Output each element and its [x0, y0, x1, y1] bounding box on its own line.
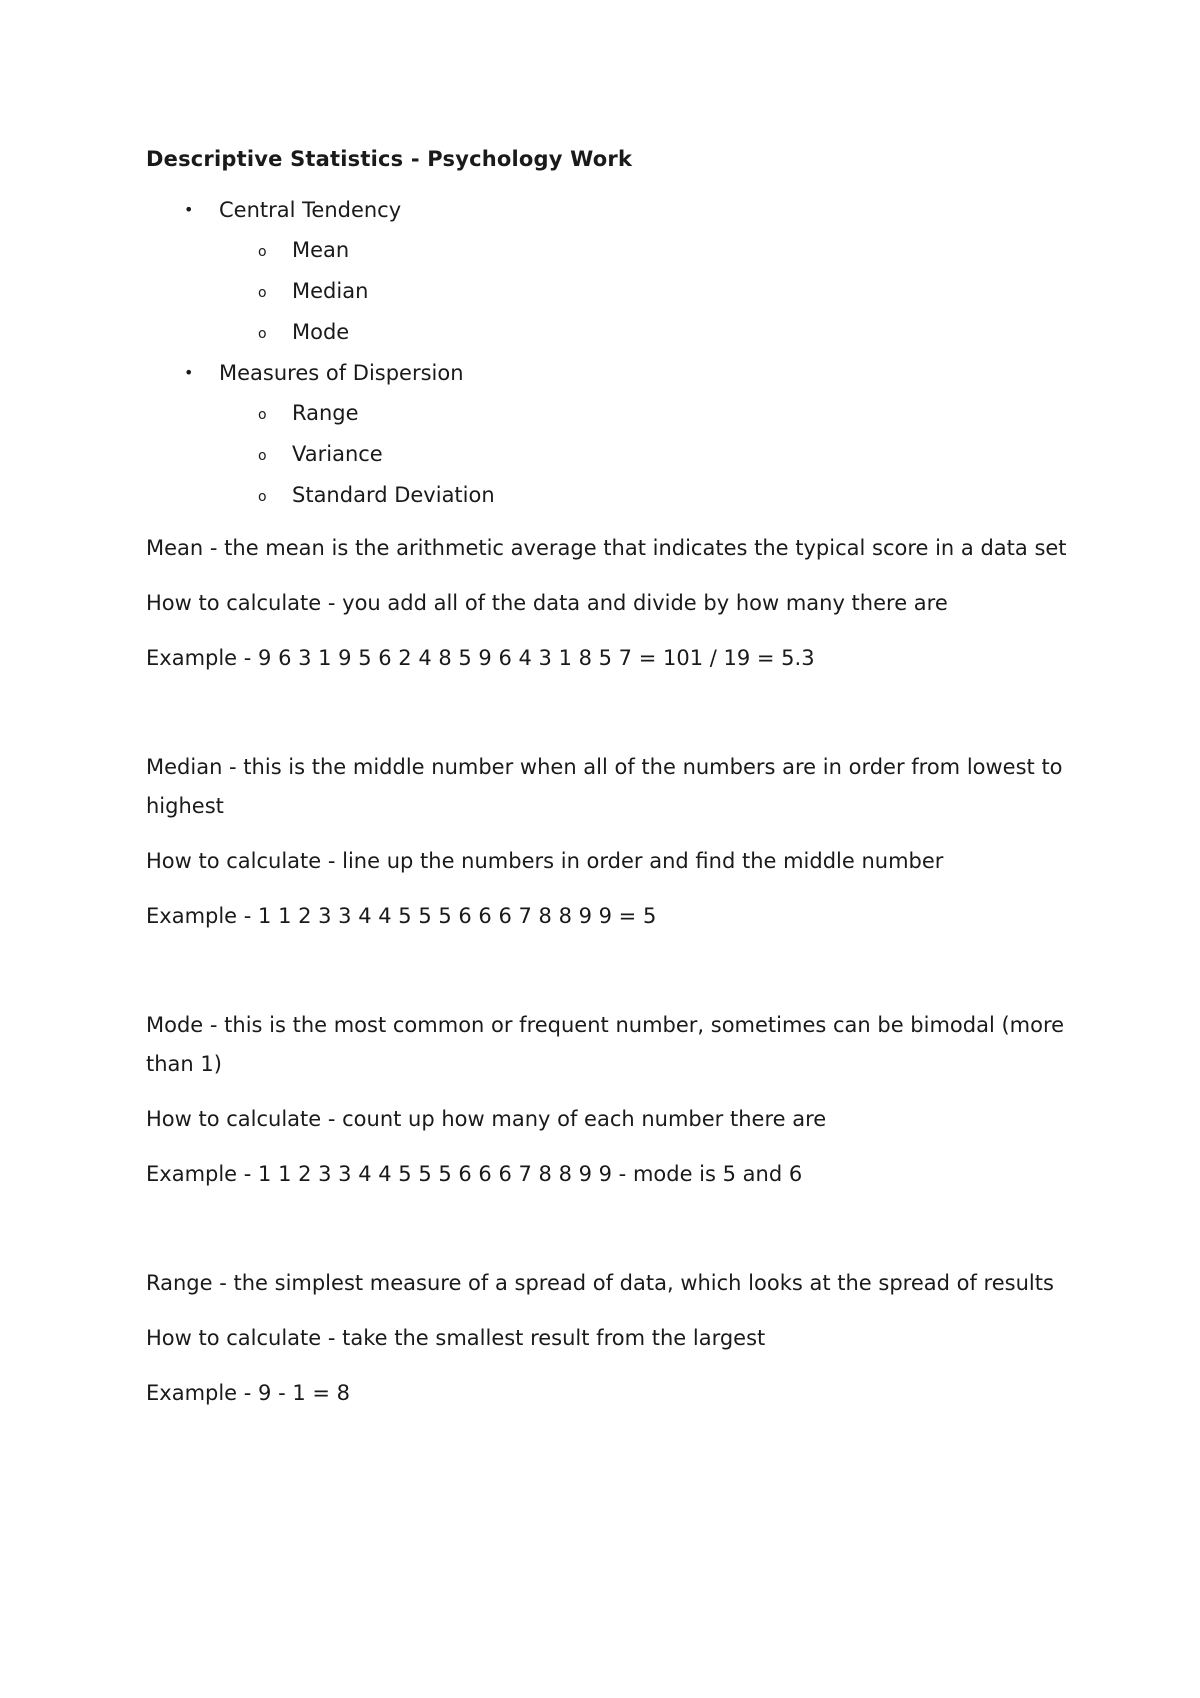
mean-howto: How to calculate - you add all of the data and divide by how many there are [146, 591, 948, 615]
section-median [146, 748, 1086, 936]
median-definition: Median - this is the middle number when all of the numbers are in order from lowest to highest [146, 755, 1063, 818]
sub-item-mode [146, 312, 1086, 353]
sub-item-label: Mean [292, 238, 350, 262]
mean-example: Example - 9 6 3 1 9 5 6 2 4 8 5 9 6 4 3 1 8 5 7 = 101 / 19 = 5.3 [146, 646, 815, 670]
section-mode [146, 1006, 1086, 1194]
outline-item-label: Measures of Dispersion [219, 361, 464, 385]
dispersion-sublist [219, 393, 1086, 516]
topic-outline [146, 190, 1086, 516]
median-example: Example - 1 1 2 3 3 4 4 5 5 5 6 6 6 7 8 8 9 9 = 5 [146, 904, 657, 928]
range-definition: Range - the simplest measure of a spread of data, which looks at the spread of results [146, 1271, 1054, 1295]
sub-item-label: Range [292, 401, 359, 425]
mode-howto: How to calculate - count up how many of each number there are [146, 1107, 827, 1131]
bullet-icon: • [184, 200, 194, 219]
sub-item-label: Median [292, 279, 369, 303]
outline-item-measures-of-dispersion [146, 353, 1086, 516]
document-body [146, 142, 1086, 1413]
hollow-bullet-icon: o [258, 285, 267, 301]
sub-item-median [146, 271, 1086, 312]
range-howto: How to calculate - take the smallest result from the largest [146, 1326, 766, 1350]
hollow-bullet-icon: o [258, 407, 267, 423]
hollow-bullet-icon: o [258, 489, 267, 505]
median-howto: How to calculate - line up the numbers in order and find the middle number [146, 849, 944, 873]
section-range [146, 1264, 1086, 1413]
outline-item-label: Central Tendency [219, 198, 402, 222]
sub-item-standard-deviation [146, 475, 1086, 516]
sub-item-label: Standard Deviation [292, 483, 495, 507]
section-mean [146, 529, 1086, 678]
sub-item-range [146, 393, 1086, 434]
outline-item-central-tendency [146, 190, 1086, 353]
hollow-bullet-icon: o [258, 244, 267, 260]
central-tendency-sublist [219, 230, 1086, 353]
sub-item-mean [146, 230, 1086, 271]
sub-item-label: Mode [292, 320, 350, 344]
document-title: Descriptive Statistics - Psychology Work [146, 147, 633, 171]
mode-definition: Mode - this is the most common or frequent number, sometimes can be bimodal (more than 1) [146, 1013, 1065, 1076]
hollow-bullet-icon: o [258, 448, 267, 464]
hollow-bullet-icon: o [258, 326, 267, 342]
bullet-icon: • [184, 363, 194, 382]
sub-item-variance [146, 434, 1086, 475]
sub-item-label: Variance [292, 442, 383, 466]
mean-definition: Mean - the mean is the arithmetic average that indicates the typical score in a data set [146, 536, 1067, 560]
mode-example: Example - 1 1 2 3 3 4 4 5 5 5 6 6 6 7 8 8 9 9 - mode is 5 and 6 [146, 1162, 803, 1186]
range-example: Example - 9 - 1 = 8 [146, 1381, 350, 1405]
